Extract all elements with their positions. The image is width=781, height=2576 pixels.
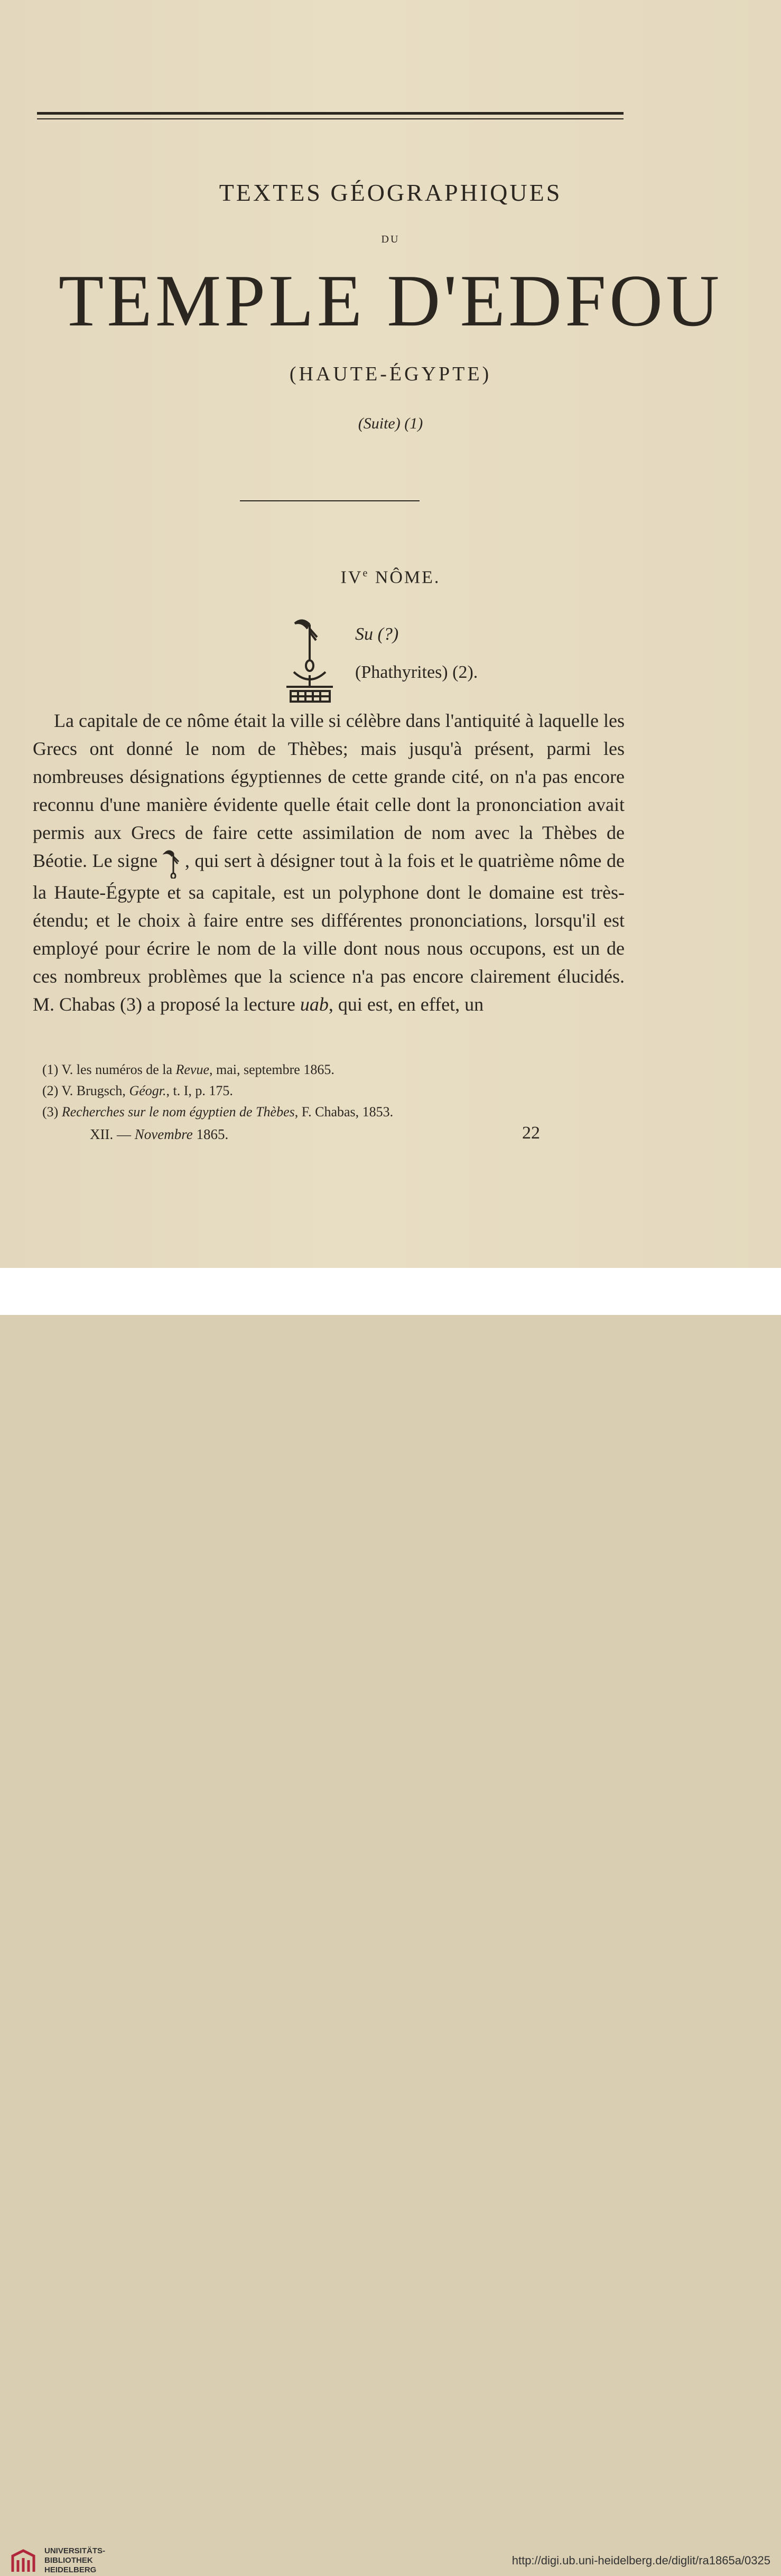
footnote-1 (42, 1062, 334, 1078)
title-big: TEMPLE D'EDFOU (58, 260, 723, 342)
library-name-line-3: HEIDELBERG (44, 2565, 97, 2574)
nome-label: NÔME. (369, 567, 441, 587)
footnote-1-italic: Revue (175, 1062, 210, 1077)
nome-numeral: IV (340, 567, 363, 587)
signature-volume: XII. — (90, 1126, 135, 1142)
section-divider (240, 500, 420, 501)
footnote-1-tail: , mai, septembre 1865. (209, 1062, 334, 1077)
footnote-2 (42, 1083, 233, 1099)
signature-year: 1865. (192, 1126, 229, 1142)
footnote-3 (42, 1104, 393, 1120)
library-name (44, 2546, 105, 2575)
body-paragraph (33, 707, 625, 1019)
library-name-line-2: BIBLIOTHEK (44, 2556, 93, 2565)
paragraph-part-1: La capitale de ce nôme était la ville si célèbre dans l'antiquité à laquelle les Grecs ont donné le nom de Thèbes; mais jusqu'à présent, parmi les nombreuses désignations égyptiennes de cette grande cité, on n'a pas encore reconnu d'une manière évidente quelle était celle dont la prononciation avait permis aux Grecs de faire cette assimilation de nom avec la Thèbes de Béotie. Le signe (33, 710, 625, 871)
header-double-rule (37, 112, 624, 119)
library-name-line-1: UNIVERSITÄTS- (44, 2546, 106, 2555)
gloss-reading-text: Su (?) (355, 624, 399, 644)
signature-number: 22 (522, 1123, 540, 1143)
footnote-3-text: (3) (42, 1104, 62, 1119)
gloss-greek-name: (Phathyrites) (2). (355, 662, 478, 682)
footnote-2-text: (2) V. Brugsch, (42, 1083, 129, 1098)
footnote-3-italic: Recherches sur le nom égyptien de Thèbes (61, 1104, 295, 1119)
section-heading (0, 567, 781, 587)
signature-month: Novembre (134, 1126, 193, 1142)
footnote-2-italic: Géogr. (129, 1083, 166, 1098)
permalink-url[interactable]: http://digi.ub.uni-heidelberg.de/diglit/ra1865a/0325 (512, 2554, 770, 2567)
suite-text: (Suite) (1) (358, 415, 423, 432)
inline-sceptre-icon (163, 848, 185, 879)
suite-note (0, 415, 781, 433)
paragraph-part-2: , qui sert à désigner tout à la fois et le quatrième nôme de la Haute-Égypte et sa capitale, est un polyphone dont le domaine est très-étendu; et le choix à faire entre ses différentes prononciations, lorsqu'il est employé pour écrire le nom de la ville dont nous nous occupons, est un de ces nombreux problèmes que la science n'a pas encore clairement élucidés. M. Chabas (3) a proposé la lecture (33, 850, 625, 1015)
footnote-3-tail: , F. Chabas, 1853. (294, 1104, 394, 1119)
library-logo-icon (8, 2546, 38, 2576)
footer-bar (0, 1268, 781, 2574)
paragraph-part-3: , qui est, en effet, un (328, 994, 484, 1015)
nome-superscript: e (362, 567, 369, 579)
printer-signature (90, 1126, 228, 1143)
paragraph-italic: uab (300, 994, 329, 1015)
title-small: TEXTES GÉOGRAPHIQUES (219, 179, 562, 206)
hieroglyph-nome-sign (279, 613, 342, 703)
gloss-reading (355, 624, 398, 645)
footnote-1-text: (1) V. les numéros de la (42, 1062, 176, 1077)
subtitle: (HAUTE-ÉGYPTE) (289, 363, 492, 385)
title-du: DU (381, 234, 400, 245)
book-page (0, 0, 781, 1268)
footnote-2-tail: , t. I, p. 175. (166, 1083, 233, 1098)
